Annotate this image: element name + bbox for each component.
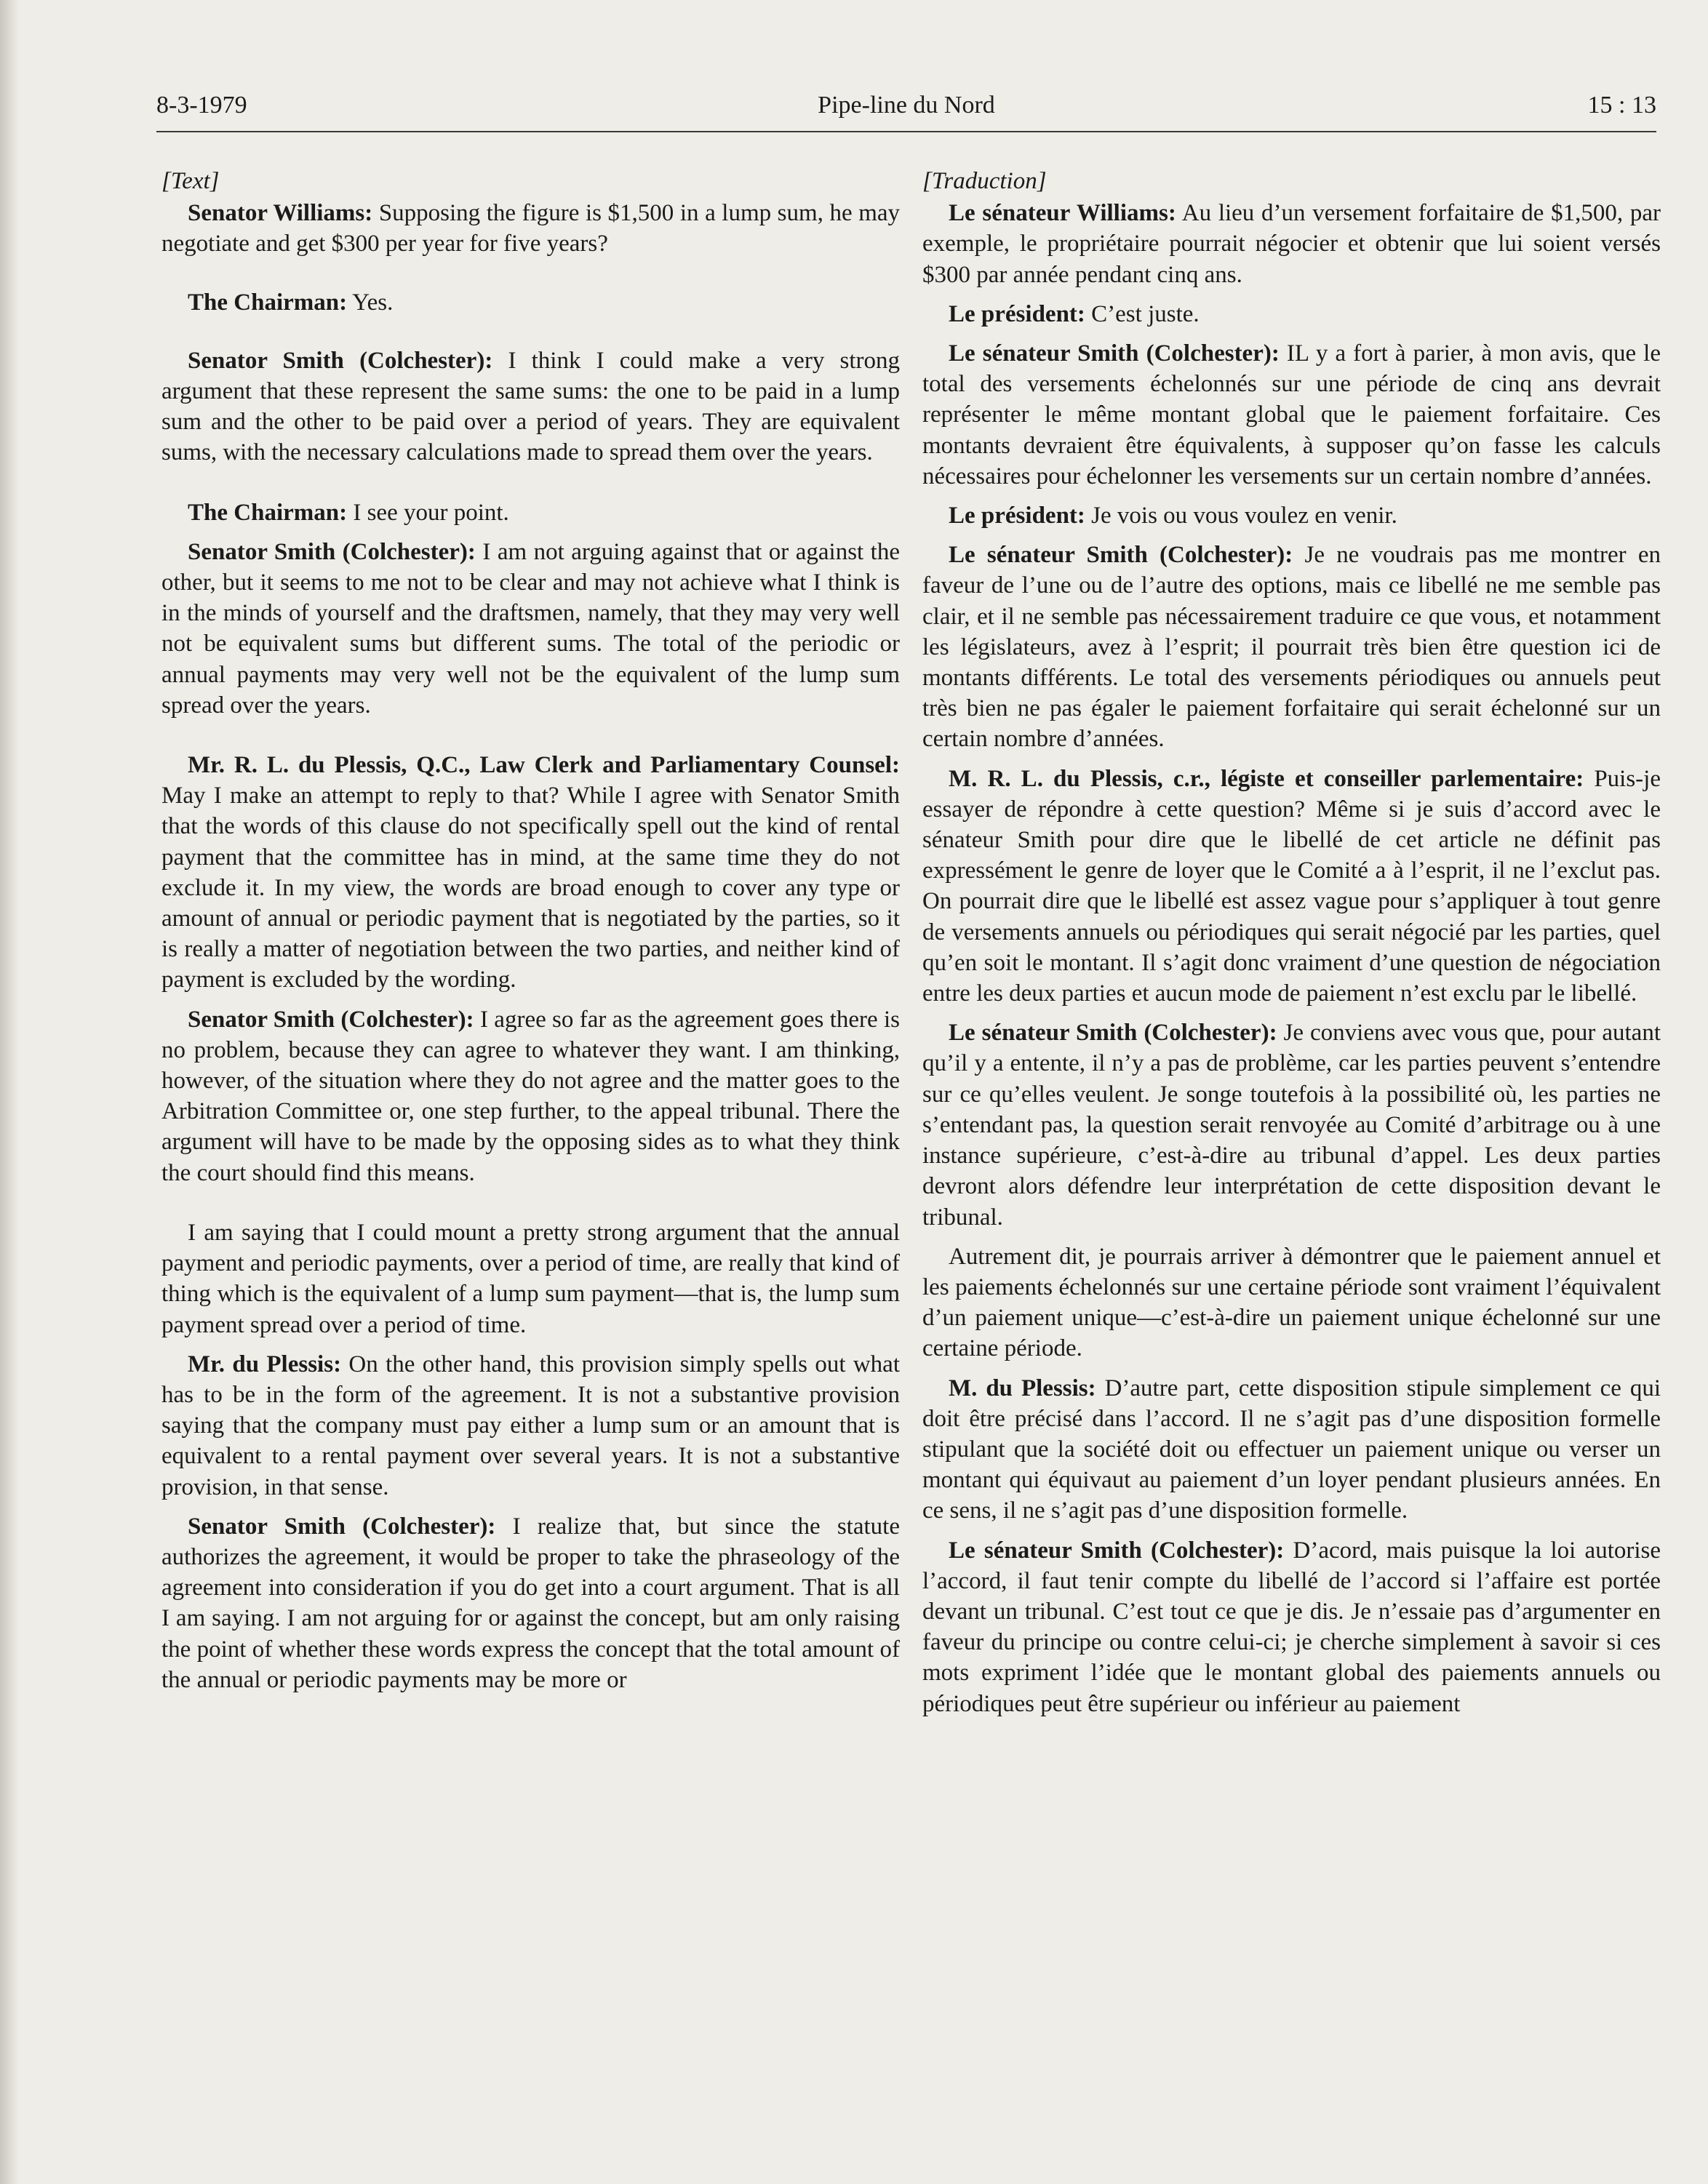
- speech-text: D’autre part, cette disposition stipule simplement ce qui doit être précisé dans l’accord. Il ne s’agit pas d’une disposition formelle stipulant que la société doit ou effectuer un paiement unique ou verser un montant qui équivaut au paiement d’un loyer pendant plusieurs années. En ce sens, il ne s’agit pas d’une disposition formelle.: [922, 1375, 1661, 1524]
- speech-text: Puis-je essayer de répondre à cette question? Même si je suis d’accord avec le sénateur Smith pour dire que le libellé de cet article ne définit pas expressément le genre de loyer que le Comité a à l’esprit, il ne l’exclut pas. On pourrait dire que le libellé est assez vague pour s’appliquer à tout genre de versements annuels ou périodiques qui serait négocié par les parties, quel qu’en soit le montant. Il s’agit donc vraiment d’une question de négociation entre les deux parties et aucun mode de paiement n’est exclu par le libellé.: [922, 765, 1661, 1007]
- speech-text: I think I could make a very strong argument that these represent the same sums: the one to be paid in a lump sum and the other to be paid over a period of years. They are equivalent sums, with the necessary calculations made to spread them over the years.: [161, 347, 900, 466]
- speech-text: Yes.: [347, 289, 394, 316]
- speaker-name: Le sénateur Smith (Colchester):: [949, 542, 1293, 569]
- transcript-paragraph: [922, 764, 1661, 1009]
- transcript-paragraph: [922, 500, 1661, 531]
- transcript-paragraph: [922, 1017, 1661, 1232]
- speaker-name: M. du Plessis:: [949, 1375, 1096, 1401]
- transcript-paragraph: [161, 1511, 900, 1695]
- transcript-paragraph: [161, 497, 900, 528]
- header-date: 8-3-1979: [156, 92, 247, 119]
- french-column: [922, 166, 1661, 1728]
- speech-text: I realize that, but since the statute authorizes the agreement, it would be proper to take the phraseology of the agreement into consideration if you do get into a court argument. That is all I am saying. I am not arguing for or against the concept, but am only raising the point of whether these words express the concept that the total amount of the annual or periodic payments may be more or: [161, 1513, 900, 1693]
- speech-text: Au lieu d’un versement forfaitaire de $1,500, par exemple, le propriétaire pourrait négocier et obtenir que lui soient versés $300 par année pendant cinq ans.: [922, 200, 1661, 288]
- french-tag: [Traduction]: [922, 168, 1047, 194]
- speaker-name: Mr. du Plessis:: [188, 1351, 342, 1377]
- transcript-paragraph: [161, 750, 900, 996]
- speech-text: I agree so far as the agreement goes there is no problem, because they can agree to whatever they want. I am thinking, however, of the situation where they do not agree and the matter goes to the Arbitration Committee or, one step further, to the appeal tribunal. There the argument will have to be made by the opposing sides as to what they think the court should find this means.: [161, 1006, 900, 1186]
- speaker-name: The Chairman:: [188, 289, 348, 316]
- english-column: [161, 166, 900, 1704]
- transcript-paragraph: [922, 338, 1661, 492]
- speaker-name: Le président:: [949, 300, 1085, 327]
- speech-text: Je conviens avec vous que, pour autant qu’il y a entente, il n’y a pas de problème, car les parties peuvent s’entendre sur ce qu’elles veulent. Je songe toutefois à la possibilité où, les parties ne s’entendant pas, la question serait renvoyée au Comité d’arbitrage ou à une instance supérieure, c’est-à-dire au tribunal d’appel. Les deux parties devront alors défendre leur interprétation de cette disposition devant le tribunal.: [922, 1020, 1661, 1231]
- transcript-paragraph: [161, 345, 900, 468]
- speaker-name: Le sénateur Smith (Colchester):: [949, 1020, 1277, 1047]
- speaker-name: Senator Smith (Colchester):: [188, 538, 476, 565]
- scan-edge: [0, 0, 19, 2184]
- speech-text: I see your point.: [347, 499, 509, 526]
- transcript-paragraph: [922, 1241, 1661, 1364]
- speaker-name: The Chairman:: [188, 499, 348, 526]
- speaker-name: Mr. R. L. du Plessis, Q.C., Law Clerk and Parliamentary Counsel:: [188, 752, 900, 779]
- speech-text: D’acord, mais puisque la loi autorise l’accord, il faut tenir compte du libellé de l’accord si l’affaire est portée devant un tribunal. C’est tout ce que je dis. Je n’essaie pas d’argumenter en faveur du principe ou contre celui-ci; je cherche simplement à savoir si ces mots expriment l’idée que le montant global des paiements annuels ou périodiques peut être supérieur ou inférieur au paiement: [922, 1537, 1661, 1717]
- speech-text: On the other hand, this provision simply spells out what has to be in the form of the agreement. It is not a substantive provision saying that the company must pay either a lump sum or an amount that is equivalent to a rental payment over several years. It is not a substantive provision, in that sense.: [161, 1351, 900, 1500]
- speech-text: Autrement dit, je pourrais arriver à démontrer que le paiement annuel et les paiements échelonnés sur une certaine période sont vraiment l’équivalent d’un paiement unique—c’est-à-dire un paiement unique échelonné sur une certaine période.: [922, 1243, 1661, 1362]
- transcript-paragraph: [922, 1373, 1661, 1527]
- speaker-name: Senator Williams:: [188, 200, 373, 227]
- speaker-name: Senator Smith (Colchester):: [188, 1513, 496, 1540]
- transcript-paragraph: [922, 198, 1661, 290]
- speaker-name: Le président:: [949, 503, 1085, 529]
- speaker-name: Le sénateur Smith (Colchester):: [949, 1537, 1285, 1564]
- speech-text: Je ne voudrais pas me montrer en faveur de l’une ou de l’autre des options, mais ce libellé ne me semble pas clair, et il ne semble pas nécessairement traduire ce que vous, et notamment les législateurs, avez à l’esprit; il pourrait très bien être question ici de montants différents. Le total des versements périodiques ou annuels peut très bien ne pas égaler le paiement forfaitaire qui serait échelonné sur un certain nombre d’années.: [922, 542, 1661, 753]
- transcript-paragraph: [161, 198, 900, 259]
- transcript-paragraph: [161, 1004, 900, 1188]
- speech-text: IL y a fort à parier, à mon avis, que le total des versements échelonnés sur une période de cinq ans devrait représenter le même montant global que le paiement forfaitaire. Ces montants devraient être équivalents, à supposer qu’on fasse les calculs nécessaires pour échelonner les versements sur un certain nombre d’années.: [922, 340, 1661, 489]
- header-page-number: 15 : 13: [1587, 92, 1656, 119]
- speech-text: Supposing the figure is $1,500 in a lump sum, he may negotiate and get $300 per year for five years?: [161, 200, 901, 257]
- speaker-name: Le sénateur Williams:: [949, 200, 1176, 227]
- transcript-paragraph: [922, 299, 1661, 329]
- transcript-paragraph: [161, 1349, 900, 1503]
- transcript-paragraph: [161, 1217, 900, 1340]
- speaker-name: M. R. L. du Plessis, c.r., légiste et conseiller parlementaire:: [949, 765, 1584, 792]
- speaker-name: Senator Smith (Colchester):: [188, 1006, 474, 1033]
- transcript-paragraph: [922, 1535, 1661, 1719]
- transcript-paragraph: [161, 537, 900, 721]
- speech-text: I am saying that I could mount a pretty strong argument that the annual payment and periodic payments, over a period of time, are really that kind of thing which is the equivalent of a lump sum payment—that is, the lump sum payment spread over a period of time.: [161, 1219, 900, 1338]
- speech-text: I am not arguing against that or against the other, but it seems to me not to be clear and may not achieve what I think is in the minds of yourself and the draftsmen, namely, that they may very well not be equivalent sums but different sums. The total of the periodic or annual payments may very well not be the equivalent of the lump sum spread over the years.: [161, 538, 900, 719]
- speaker-name: Senator Smith (Colchester):: [188, 347, 493, 374]
- page-header: [156, 86, 1656, 132]
- speech-text: May I make an attempt to reply to that? While I agree with Senator Smith that the words of this clause do not specifically spell out the kind of rental payment that the committee has in mind, at the same time they do not exclude it. In my view, the words are broad enough to cover any type or amount of annual or periodic payment that is negotiated by the parties, so it is really a matter of negotiation between the two parties, and neither kind of payment is excluded by the wording.: [161, 783, 900, 993]
- speaker-name: Le sénateur Smith (Colchester):: [949, 340, 1280, 367]
- header-title: Pipe-line du Nord: [818, 92, 995, 119]
- transcript-paragraph: [922, 540, 1661, 754]
- transcript-paragraph: [161, 287, 900, 318]
- speech-text: Je vois ou vous voulez en venir.: [1085, 503, 1397, 529]
- speech-text: C’est juste.: [1085, 300, 1200, 327]
- english-tag: [Text]: [161, 168, 220, 194]
